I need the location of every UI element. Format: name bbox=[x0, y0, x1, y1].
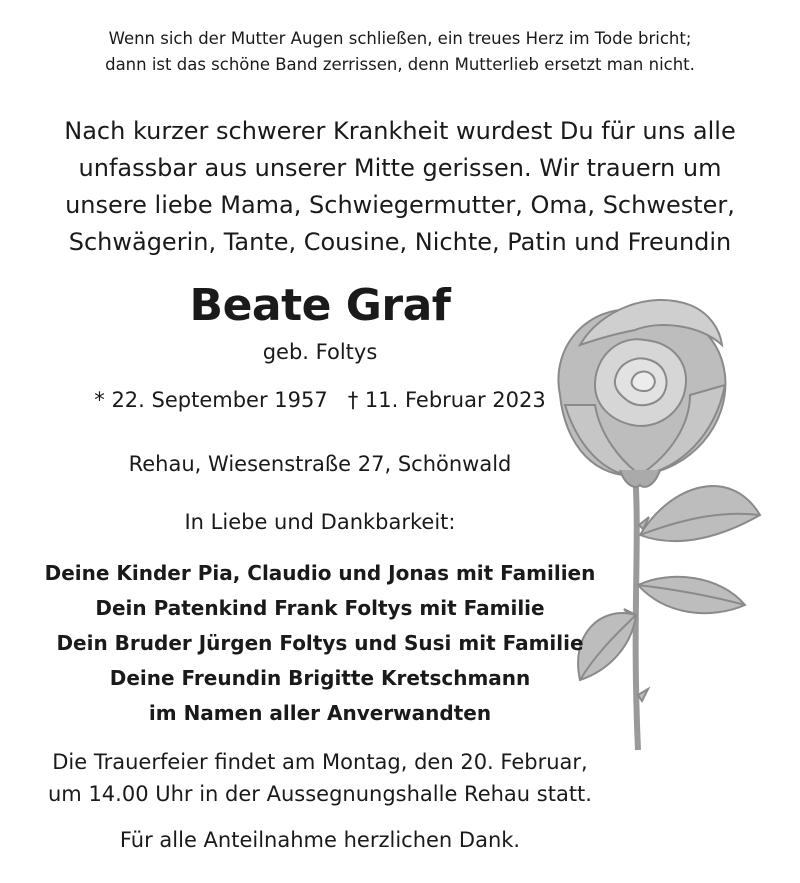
closing-thanks: Für alle Anteilnahme herzlichen Dank. bbox=[119, 828, 521, 852]
memorial-quote bbox=[0, 26, 800, 78]
quote-line: Wenn sich der Mutter Augen schließen, ein treues Herz im Tode bricht; bbox=[108, 29, 692, 48]
address: Rehau, Wiesenstraße 27, Schönwald bbox=[128, 452, 512, 476]
mourner-line: Dein Patenkind Frank Foltys mit Familie bbox=[95, 596, 545, 620]
intro-line: unfassbar aus unserer Mitte gerissen. Wir trauern um bbox=[78, 154, 722, 182]
service-line: Die Trauerfeier findet am Montag, den 20. Februar, bbox=[52, 750, 588, 774]
mourner-line: im Namen aller Anverwandten bbox=[148, 701, 492, 725]
service-info bbox=[0, 746, 640, 810]
intro-line: unsere liebe Mama, Schwiegermutter, Oma, Schwester, bbox=[65, 191, 735, 219]
mourners-list bbox=[0, 556, 640, 731]
maiden-name: geb. Foltys bbox=[262, 340, 378, 364]
quote-line: dann ist das schöne Band zerrissen, denn Mutterlieb ersetzt man nicht. bbox=[105, 55, 695, 74]
intro-line: Nach kurzer schwerer Krankheit wurdest Du für uns alle bbox=[64, 117, 736, 145]
life-dates bbox=[0, 388, 640, 412]
service-line: um 14.00 Uhr in der Aussegnungshalle Rehau statt. bbox=[48, 782, 592, 806]
mourner-line: Deine Kinder Pia, Claudio und Jonas mit Familien bbox=[44, 561, 596, 585]
mourner-line: Deine Freundin Brigitte Kretschmann bbox=[109, 666, 531, 690]
mourner-line: Dein Bruder Jürgen Foltys und Susi mit Familie bbox=[56, 631, 584, 655]
intro-text bbox=[0, 113, 800, 261]
birth-date: * 22. September 1957 bbox=[94, 388, 328, 412]
mourners-heading: In Liebe und Dankbarkeit: bbox=[184, 510, 456, 534]
deceased-name: Beate Graf bbox=[189, 280, 451, 331]
intro-line: Schwägerin, Tante, Cousine, Nichte, Patin und Freundin bbox=[68, 228, 732, 256]
death-date: † 11. Februar 2023 bbox=[347, 388, 546, 412]
